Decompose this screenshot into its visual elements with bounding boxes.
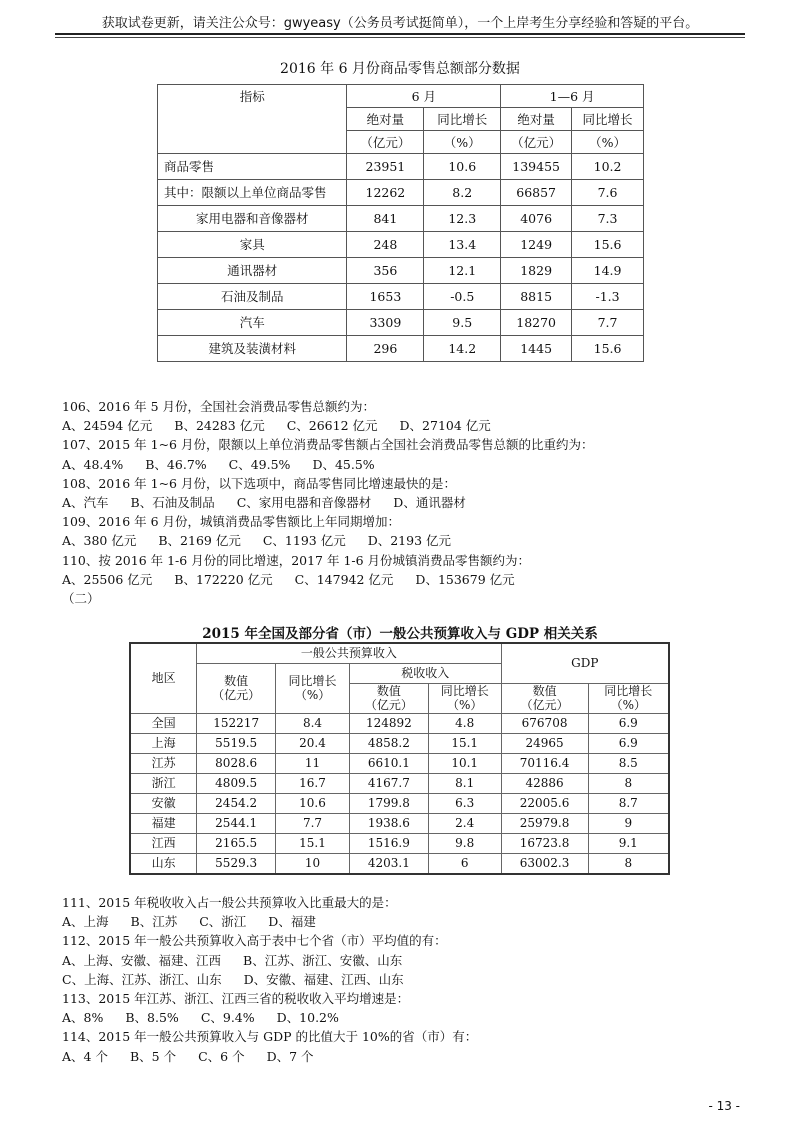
cell: 8.1 [428,773,501,793]
cell: 2.4 [428,813,501,833]
table-row [130,793,669,813]
option: B、2169 亿元 [158,533,241,549]
cell: 70116.4 [501,753,588,773]
table2-header-gdp: GDP [501,643,669,684]
table2-header-tax: 税收收入 [349,664,501,684]
option: B、5 个 [129,1048,177,1064]
option: C、147942 亿元 [294,571,394,587]
option: B、江苏、浙江、安徽、山东 [243,952,403,968]
table-row [130,773,669,793]
cell: 9.1 [588,833,669,853]
region: 安徽 [130,793,197,813]
cell: 8.4 [276,713,350,733]
cell: 12.3 [424,206,501,232]
cell: 42886 [501,773,588,793]
growth-unit: （%） [294,688,331,703]
question-options [62,912,762,931]
question-text: 108、2016 年 1~6 月份，以下选项中，商品零售同比增速最快的是： [62,475,456,491]
cell: 6 [428,853,501,874]
table-row [158,180,644,206]
growth-label: 同比增长 [604,684,653,698]
region: 山东 [130,853,197,874]
option: B、石油及制品 [130,494,215,510]
option: D、通讯器材 [393,494,466,510]
cell: 7.3 [572,206,644,232]
question-options [62,416,762,435]
question-options [62,493,762,512]
cell: -0.5 [424,284,501,310]
row-label: 汽车 [158,310,347,336]
table1-header-abs-unit: （亿元） [347,131,424,154]
cell: 4858.2 [349,733,428,753]
option: B、江苏 [130,914,178,930]
table-row [130,853,669,874]
cell: 2544.1 [197,813,276,833]
table1-header-abs: 绝对量 [347,108,424,131]
table1-header-growth-unit: （%） [572,131,644,154]
option: C、26612 亿元 [286,418,378,434]
header-rule [55,33,745,35]
option: A、上海、安徽、福建、江西 [62,952,222,968]
cell: 63002.3 [501,853,588,874]
row-label: 家具 [158,232,347,258]
table-row [130,813,669,833]
cell: 8 [588,773,669,793]
cell: 7.6 [572,180,644,206]
option: B、24283 亿元 [174,418,265,434]
cell: 15.6 [572,232,644,258]
cell: 25979.8 [501,813,588,833]
cell: 8.2 [424,180,501,206]
cell: 10.6 [424,154,501,180]
question-text: 111、2015 年税收收入占一般公共预算收入比重最大的是： [62,895,397,910]
option: B、8.5% [125,1010,179,1026]
cell: 3309 [347,310,424,336]
cell: 11 [276,753,350,773]
question-text: 113、2015 年江苏、浙江、江西三省的税收收入平均增速是： [62,990,410,1006]
cell: 16723.8 [501,833,588,853]
table-row [158,284,644,310]
option: C、1193 亿元 [262,533,346,549]
option: A、48.4% [62,456,124,472]
table1-header-growth: 同比增长 [424,108,501,131]
cell: 1445 [501,336,572,362]
cell: 6.3 [428,793,501,813]
table1-header-abs-unit: （亿元） [501,131,572,154]
option: A、25506 亿元 [62,571,153,587]
cell: 20.4 [276,733,350,753]
table2-header-growth [276,664,350,714]
cell: 5529.3 [197,853,276,874]
value-unit: （亿元） [212,688,261,703]
table1-header-growth: 同比增长 [572,108,644,131]
option: A、汽车 [62,494,109,510]
cell: 7.7 [276,813,350,833]
region: 上海 [130,733,197,753]
option: D、2193 亿元 [367,533,452,549]
question-text: 107、2015 年 1~6 月份，限额以上单位消费品零售额占全国社会消费品零售总额的比重约为： [62,437,594,453]
table-row [130,753,669,773]
cell: 8.5 [588,753,669,773]
table-row [158,310,644,336]
cell: 2454.2 [197,793,276,813]
option: A、8% [62,1010,104,1026]
row-label: 其中：限额以上单位商品零售 [158,180,347,206]
table-row [130,733,669,753]
table2-header-value [501,684,588,714]
option: B、172220 亿元 [174,571,273,587]
value-label: 数值 [376,684,401,698]
cell: 8815 [501,284,572,310]
question-text: 112、2015 年一般公共预算收入高于表中七个省（市）平均值的有： [62,933,447,949]
cell: 6.9 [588,713,669,733]
row-label: 家用电器和音像器材 [158,206,347,232]
row-label: 商品零售 [158,154,347,180]
value-unit: （亿元） [520,698,569,713]
cell: 248 [347,232,424,258]
region: 浙江 [130,773,197,793]
cell: 12262 [347,180,424,206]
table2-title: 2015 年全国及部分省（市）一般公共预算收入与 GDP 相关关系 [202,626,598,642]
table2-header-value [349,684,428,714]
question-options [62,1047,762,1066]
header-rule-thin [55,37,745,38]
page-number: - 13 - [708,1099,740,1113]
option: D、安徽、福建、江西、山东 [243,971,404,987]
cell: 9.5 [424,310,501,336]
table1-header-janjun: 1—6 月 [501,85,644,108]
cell: 14.2 [424,336,501,362]
section-heading: （二） [62,590,100,606]
table2 [129,642,670,875]
option: C、上海、江苏、浙江、山东 [62,971,222,987]
cell: 4.8 [428,713,501,733]
cell: 10.2 [572,154,644,180]
option: D、福建 [268,914,316,930]
cell: 15.6 [572,336,644,362]
option: D、45.5% [312,456,375,472]
question-text: 106、2016 年 5 月份，全国社会消费品零售总额约为： [62,399,376,414]
page-header: 获取试卷更新，请关注公众号：gwyeasy（公务员考试挺简单），一个上岸考生分享经验和答疑的平台。 [101,16,699,31]
cell: 15.1 [276,833,350,853]
cell: 8.7 [588,793,669,813]
cell: 4076 [501,206,572,232]
table1-header-abs: 绝对量 [501,108,572,131]
cell: 10.6 [276,793,350,813]
growth-unit: （%） [610,698,646,713]
cell: 22005.6 [501,793,588,813]
value-label: 数值 [532,684,557,698]
cell: 14.9 [572,258,644,284]
table-row [158,232,644,258]
option: A、380 亿元 [62,533,137,549]
table-row [130,713,669,733]
table1-header-june: 6 月 [347,85,501,108]
table1-header-growth-unit: （%） [424,131,501,154]
growth-label: 同比增长 [440,684,489,698]
option: D、153679 亿元 [415,571,515,587]
cell: 8 [588,853,669,874]
table1 [157,84,644,362]
option: A、24594 亿元 [62,418,153,434]
option: A、上海 [62,914,109,930]
table-row [158,258,644,284]
cell: 5519.5 [197,733,276,753]
cell: 1516.9 [349,833,428,853]
table-row [158,154,644,180]
option: D、7 个 [266,1048,314,1064]
value-unit: （亿元） [364,698,413,713]
cell: 24965 [501,733,588,753]
cell: 1938.6 [349,813,428,833]
cell: 152217 [197,713,276,733]
cell: 10.1 [428,753,501,773]
question-options [62,1008,762,1027]
cell: 7.7 [572,310,644,336]
question-text: 110、按 2016 年 1-6 月份的同比增速，2017 年 1-6 月份城镇消费品零售额约为： [62,552,531,568]
cell: 16.7 [276,773,350,793]
questions-block-1 [62,397,762,608]
question-text: 109、2016 年 6 月份，城镇消费品零售额比上年同期增加： [62,514,401,530]
cell: 1653 [347,284,424,310]
region: 江苏 [130,753,197,773]
cell: 18270 [501,310,572,336]
option: C、浙江 [199,914,247,930]
cell: 12.1 [424,258,501,284]
cell: 841 [347,206,424,232]
cell: 356 [347,258,424,284]
table2-header-budget: 一般公共预算收入 [197,643,501,664]
question-text: 114、2015 年一般公共预算收入与 GDP 的比值大于 10%的省（市）有： [62,1029,478,1045]
option: D、27104 亿元 [399,418,491,434]
cell: 23951 [347,154,424,180]
cell: 296 [347,336,424,362]
region: 江西 [130,833,197,853]
table-row [130,833,669,853]
cell: 2165.5 [197,833,276,853]
table1-title: 2016 年 6 月份商品零售总额部分数据 [280,61,520,77]
value-label: 数值 [224,674,249,688]
questions-block-2 [62,893,762,1066]
row-label: 石油及制品 [158,284,347,310]
question-options [62,570,762,589]
growth-unit: （%） [446,698,483,713]
table2-header-value [197,664,276,714]
question-options [62,531,762,550]
cell: 676708 [501,713,588,733]
cell: 139455 [501,154,572,180]
region: 福建 [130,813,197,833]
table-row [158,206,644,232]
cell: 4167.7 [349,773,428,793]
question-options [62,951,762,970]
question-options [62,455,762,474]
option: A、4 个 [62,1048,108,1064]
cell: 4203.1 [349,853,428,874]
question-options [62,970,762,989]
cell: 9.8 [428,833,501,853]
cell: 13.4 [424,232,501,258]
cell: 124892 [349,713,428,733]
row-label: 通讯器材 [158,258,347,284]
option: B、46.7% [145,456,207,472]
table1-header-indicator: 指标 [158,85,347,154]
region: 全国 [130,713,197,733]
option: C、家用电器和音像器材 [236,494,372,510]
option: C、49.5% [228,456,291,472]
cell: 8028.6 [197,753,276,773]
cell: 4809.5 [197,773,276,793]
option: D、10.2% [276,1010,339,1026]
cell: 1249 [501,232,572,258]
table2-header-region: 地区 [130,643,197,713]
cell: 15.1 [428,733,501,753]
cell: 66857 [501,180,572,206]
option: C、6 个 [198,1048,245,1064]
cell: 6.9 [588,733,669,753]
cell: 1799.8 [349,793,428,813]
cell: 10 [276,853,350,874]
cell: 6610.1 [349,753,428,773]
option: C、9.4% [200,1010,255,1026]
growth-label: 同比增长 [288,674,337,688]
cell: 1829 [501,258,572,284]
cell: 9 [588,813,669,833]
table2-header-growth [588,684,669,714]
cell: -1.3 [572,284,644,310]
row-label: 建筑及装潢材料 [158,336,347,362]
table-row [158,336,644,362]
table2-header-growth [428,684,501,714]
